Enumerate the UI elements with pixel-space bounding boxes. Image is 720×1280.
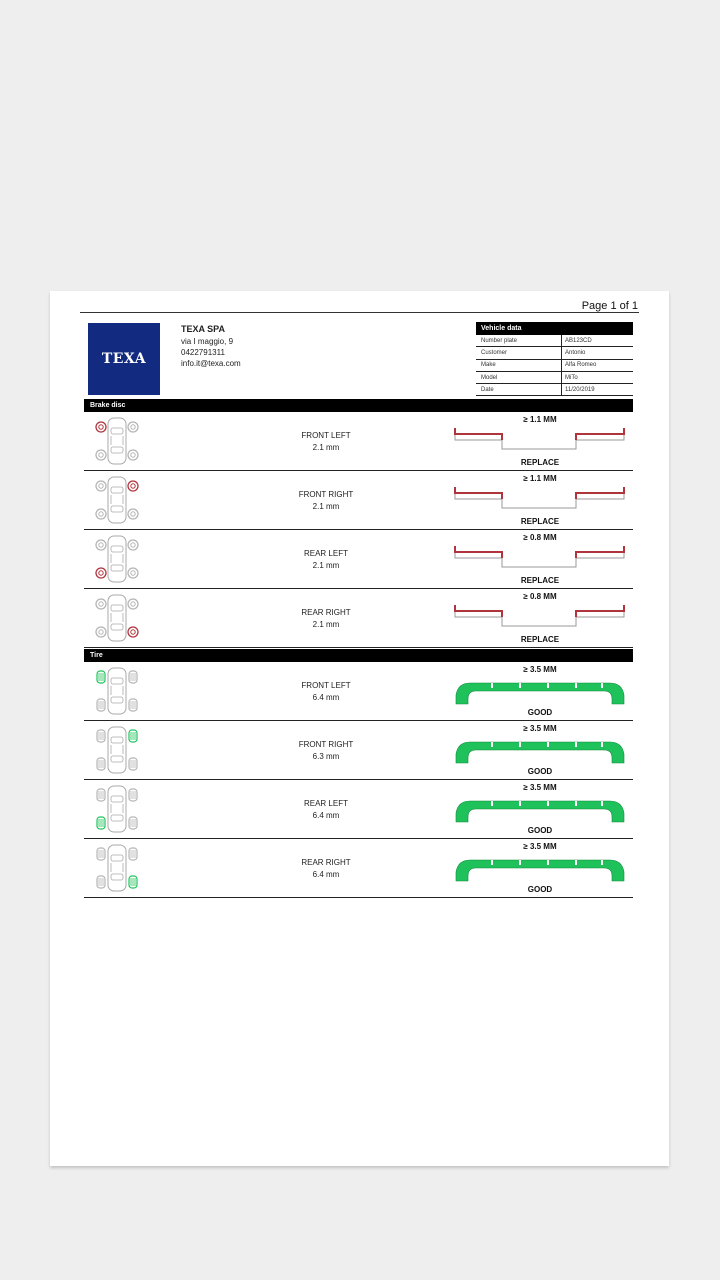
- tread-groove: [491, 742, 493, 747]
- wheel-rear-right-icon: [128, 450, 138, 460]
- disc-left-wear-mark: [455, 487, 502, 499]
- company-phone: 0422791311: [181, 348, 225, 357]
- highlighted-wheel-rear-right-icon: [128, 627, 138, 637]
- car-tire-rear-right-icon: [92, 843, 142, 893]
- tread-groove: [601, 742, 603, 747]
- status-label: REPLACE: [520, 576, 560, 585]
- vehicle-data-table: [476, 322, 633, 396]
- vehicle-data-label: Make: [476, 360, 562, 371]
- tread-groove: [519, 683, 521, 688]
- disc-outline: [455, 487, 624, 508]
- car-brake-front-right-icon: [92, 475, 142, 525]
- wheel-front-right-icon: [129, 671, 137, 683]
- brake-disc-row: [84, 530, 633, 589]
- page-indicator: Page 1 of 1: [581, 300, 638, 312]
- disc-outline: [455, 428, 624, 449]
- wheel-rear-right-icon: [128, 509, 138, 519]
- car-tire-rear-left-icon: [92, 784, 142, 834]
- threshold-label: ≥ 3.5 MM: [523, 783, 557, 792]
- vehicle-data-label: Date: [476, 384, 562, 395]
- threshold-label: ≥ 0.8 MM: [523, 533, 557, 542]
- tread-groove: [575, 683, 577, 688]
- vehicle-data-value: 11/20/2019: [565, 386, 595, 393]
- threshold-label: ≥ 3.5 MM: [523, 724, 557, 733]
- disc-outline: [455, 605, 624, 626]
- wheel-position: REAR LEFT: [303, 799, 348, 808]
- measured-value: 6.3 mm: [312, 752, 340, 761]
- wheel-position: REAR RIGHT: [301, 608, 351, 617]
- car-brake-rear-left-icon: [92, 534, 142, 584]
- company-email: info.it@texa.com: [181, 359, 241, 368]
- tread-groove: [575, 742, 577, 747]
- tread-groove: [547, 860, 549, 865]
- highlighted-wheel-front-right-icon: [129, 730, 137, 742]
- company-name: TEXA SPA: [181, 324, 226, 334]
- tread-groove: [575, 801, 577, 806]
- tire-section-header: Tire: [84, 649, 633, 662]
- company-info: [181, 324, 241, 369]
- highlighted-wheel-front-left-icon: [97, 671, 105, 683]
- disc-profile-gauge: [454, 545, 626, 575]
- disc-outline: [455, 546, 624, 567]
- wheel-front-right-icon: [129, 789, 137, 801]
- disc-profile-gauge: [454, 427, 626, 457]
- status-label: REPLACE: [520, 635, 560, 644]
- disc-left-wear-mark: [455, 605, 502, 617]
- wheel-front-left-icon: [97, 789, 105, 801]
- measured-value: 2.1 mm: [312, 502, 340, 511]
- wheel-rear-right-icon: [128, 568, 138, 578]
- vehicle-data-row: [476, 384, 633, 396]
- status-label: REPLACE: [520, 517, 560, 526]
- wheel-front-left-icon: [96, 540, 106, 550]
- wheel-front-left-icon: [97, 730, 105, 742]
- measured-value: 2.1 mm: [312, 443, 340, 452]
- highlighted-wheel-rear-left-icon: [97, 817, 105, 829]
- tire-row: [84, 721, 633, 780]
- tread-profile-shape: [456, 683, 624, 704]
- vehicle-data-value: Antonio: [565, 349, 586, 356]
- vehicle-data-row: [476, 335, 633, 347]
- disc-profile-gauge: [454, 486, 626, 516]
- disc-right-wear-mark: [576, 546, 624, 558]
- vehicle-data-label: Number plate: [476, 335, 562, 346]
- status-label: REPLACE: [520, 458, 560, 467]
- tread-profile-gauge: [454, 795, 626, 825]
- wheel-position: FRONT LEFT: [301, 431, 351, 440]
- tread-groove: [519, 801, 521, 806]
- threshold-label: ≥ 3.5 MM: [523, 842, 557, 851]
- wheel-position: REAR LEFT: [303, 549, 348, 558]
- wheel-rear-right-icon: [129, 699, 137, 711]
- highlighted-wheel-rear-left-icon: [96, 568, 106, 578]
- measured-value: 6.4 mm: [312, 811, 340, 820]
- logo-text: TEXA: [101, 351, 147, 367]
- wheel-rear-left-icon: [97, 699, 105, 711]
- threshold-label: ≥ 3.5 MM: [523, 665, 557, 674]
- wheel-front-right-icon: [129, 848, 137, 860]
- tread-groove: [491, 801, 493, 806]
- highlighted-wheel-rear-right-icon: [129, 876, 137, 888]
- disc-left-wear-mark: [455, 428, 502, 440]
- vehicle-data-label: Model: [476, 372, 562, 383]
- status-label: GOOD: [527, 708, 553, 717]
- tread-groove: [547, 801, 549, 806]
- vehicle-data-row: [476, 347, 633, 359]
- threshold-label: ≥ 1.1 MM: [523, 415, 557, 424]
- wheel-front-left-icon: [96, 481, 106, 491]
- wheel-position: REAR RIGHT: [301, 858, 351, 867]
- car-tire-front-left-icon: [92, 666, 142, 716]
- disc-right-wear-mark: [576, 487, 624, 499]
- wheel-rear-left-icon: [96, 627, 106, 637]
- status-label: GOOD: [527, 826, 553, 835]
- vehicle-data-row: [476, 372, 633, 384]
- measured-value: 6.4 mm: [312, 870, 340, 879]
- tread-groove: [491, 683, 493, 688]
- wheel-position: FRONT LEFT: [301, 681, 351, 690]
- vehicle-data-value: Alfa Romeo: [565, 362, 597, 369]
- threshold-label: ≥ 1.1 MM: [523, 474, 557, 483]
- tire-row: [84, 839, 633, 898]
- wheel-rear-left-icon: [96, 509, 106, 519]
- wheel-rear-left-icon: [96, 450, 106, 460]
- disc-right-wear-mark: [576, 428, 624, 440]
- disc-left-wear-mark: [455, 546, 502, 558]
- tread-groove: [547, 683, 549, 688]
- tread-groove: [491, 860, 493, 865]
- measured-value: 2.1 mm: [312, 561, 340, 570]
- status-label: GOOD: [527, 767, 553, 776]
- wheel-front-left-icon: [97, 848, 105, 860]
- header-divider: [80, 312, 639, 313]
- car-brake-front-left-icon: [92, 416, 142, 466]
- tire-row: [84, 780, 633, 839]
- car-tire-front-right-icon: [92, 725, 142, 775]
- vehicle-data-row: [476, 360, 633, 372]
- tread-profile-shape: [456, 860, 624, 881]
- wheel-front-right-icon: [128, 422, 138, 432]
- measured-value: 2.1 mm: [312, 620, 340, 629]
- wheel-position: FRONT RIGHT: [298, 740, 354, 749]
- tread-groove: [547, 742, 549, 747]
- measured-value: 6.4 mm: [312, 693, 340, 702]
- tread-groove: [601, 683, 603, 688]
- wheel-rear-left-icon: [97, 758, 105, 770]
- company-address: via I maggio, 9: [181, 337, 234, 346]
- highlighted-wheel-front-left-icon: [96, 422, 106, 432]
- report-page: [50, 291, 669, 1166]
- tread-profile-shape: [456, 801, 624, 822]
- tread-profile-shape: [456, 742, 624, 763]
- tread-groove: [519, 860, 521, 865]
- tread-groove: [575, 860, 577, 865]
- tread-profile-gauge: [454, 677, 626, 707]
- tread-groove: [601, 860, 603, 865]
- wheel-rear-right-icon: [129, 758, 137, 770]
- tire-row: [84, 662, 633, 721]
- tread-groove: [519, 742, 521, 747]
- wheel-position: FRONT RIGHT: [298, 490, 354, 499]
- disc-profile-gauge: [454, 604, 626, 634]
- wheel-front-left-icon: [96, 599, 106, 609]
- tread-profile-gauge: [454, 854, 626, 884]
- threshold-label: ≥ 0.8 MM: [523, 592, 557, 601]
- highlighted-wheel-front-right-icon: [128, 481, 138, 491]
- status-label: GOOD: [527, 885, 553, 894]
- tread-groove: [601, 801, 603, 806]
- vehicle-data-title: Vehicle data: [476, 322, 633, 335]
- brake-disc-section-header: Brake disc: [84, 399, 633, 412]
- brake-disc-row: [84, 412, 633, 471]
- disc-right-wear-mark: [576, 605, 624, 617]
- brake-disc-row: [84, 589, 633, 648]
- brake-disc-row: [84, 471, 633, 530]
- vehicle-data-value: AB123CD: [565, 337, 592, 344]
- tread-profile-gauge: [454, 736, 626, 766]
- texa-logo: [88, 323, 160, 395]
- car-brake-rear-right-icon: [92, 593, 142, 643]
- wheel-rear-right-icon: [129, 817, 137, 829]
- vehicle-data-value: MiTo: [565, 374, 578, 381]
- vehicle-data-label: Customer: [476, 347, 562, 358]
- wheel-front-right-icon: [128, 599, 138, 609]
- wheel-front-right-icon: [128, 540, 138, 550]
- wheel-rear-left-icon: [97, 876, 105, 888]
